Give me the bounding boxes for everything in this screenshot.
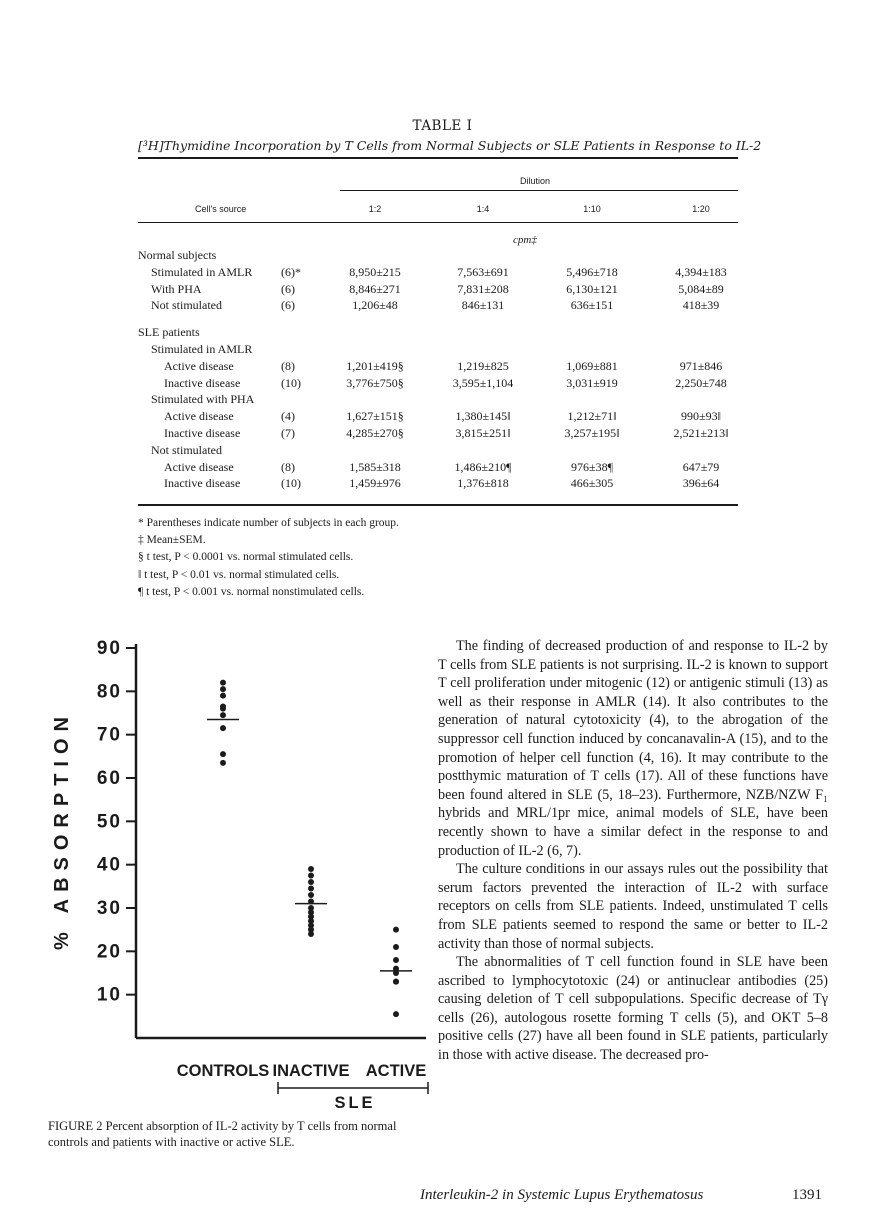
- y-tick-label: 40: [96, 854, 122, 876]
- table-row-label: SLE patients: [138, 325, 200, 340]
- data-point: [308, 886, 314, 892]
- table-cell: 4,285±270§: [346, 426, 404, 440]
- table-row-label: With PHA: [151, 281, 202, 296]
- y-tick-label: 10: [96, 984, 122, 1006]
- data-point: [220, 680, 226, 686]
- data-point: [393, 944, 399, 950]
- dilution-header: Dilution: [520, 176, 551, 186]
- data-point: [220, 760, 226, 766]
- table-row-label: Stimulated with PHA: [151, 392, 255, 407]
- table-row-label: Normal subjects: [138, 248, 217, 262]
- table-cell: 990±93‖: [681, 409, 721, 424]
- table-cell: 1,486±210¶: [454, 459, 512, 474]
- data-point: [220, 693, 226, 699]
- category-label: ACTIVE: [365, 1062, 427, 1080]
- table-footnote: * Parentheses indicate number of subjects in each group.: [138, 517, 399, 529]
- table-cell: 3,776±750§: [346, 375, 404, 390]
- absorption-chart: [40, 630, 440, 1110]
- category-label: CONTROLS: [176, 1062, 270, 1080]
- table-cell: 7,563±691: [457, 264, 509, 279]
- source-header: Cell's source: [195, 204, 247, 214]
- table-cell: 2,250±748: [675, 375, 727, 390]
- body-text: [438, 637, 828, 1065]
- dilution-header-cell: 1:4: [476, 204, 490, 214]
- data-point: [393, 957, 399, 963]
- data-point: [220, 712, 226, 718]
- dilution-header-cell: 1:20: [692, 204, 710, 214]
- y-axis-title: % ABSORPTION: [51, 710, 73, 950]
- data-point: [220, 725, 226, 731]
- table-footnote: ‡ Mean±SEM.: [138, 534, 206, 547]
- table-cell: 3,031±919: [566, 375, 618, 390]
- table-cell: 846±131: [461, 298, 505, 313]
- table-cell: 647±79: [682, 459, 720, 474]
- table-cell: 4,394±183: [675, 264, 727, 279]
- table-top-rule: [138, 157, 738, 159]
- table-cell: 1,380±145‖: [455, 409, 511, 424]
- data-point: [220, 751, 226, 757]
- table-cell: 1,069±881: [566, 358, 618, 373]
- data-point: [308, 866, 314, 872]
- table-cell: 1,219±825: [457, 358, 509, 373]
- data-point: [393, 979, 399, 985]
- table-cell: 6,130±121: [566, 281, 618, 296]
- data-point: [220, 686, 226, 692]
- table-row-count: (6)*: [281, 264, 301, 279]
- table-cell: 3,815±251‖: [455, 426, 511, 440]
- table-cell: 1,206±48: [352, 298, 398, 313]
- table-cell: 8,950±215: [349, 264, 401, 279]
- data-point: [393, 927, 399, 933]
- table-row-count: (8): [281, 459, 295, 474]
- paragraph-1: The finding of decreased production of and response to IL-2 by T cells from SLE patients is not surprising. IL-2 is known to support T cell proliferation under mitogenic (12) or antigenic stimuli (13) as well as their response in AMLR (14). It also contributes to the generation of natural cytotoxicity (4), to the abrogation of the suppressor cell function induced by concanavalin-A (15), and to the promotion of helper cell function (4, 16). It may contribute to the postthymic maturation of T cells (17). All of these functions have been found altered in SLE (5, 18–23). Furthermore, NZB/NZW F₁ hybrids and MRL/1pr mice, animal models of SLE, have been recently shown to have a similar defect in the response to and production of IL-2 (6, 7).: [438, 638, 828, 859]
- y-tick-label: 50: [96, 811, 122, 833]
- page-number: 1391: [792, 1187, 822, 1203]
- dilution-header-cell: 1:2: [368, 204, 382, 214]
- table-cell: 1,459±976: [349, 476, 401, 491]
- table-title: [³H]Thymidine Incorporation by T Cells from Normal Subjects or SLE Patients in Response to IL-2: [138, 138, 762, 153]
- unit-label: cpm‡: [513, 234, 537, 246]
- header-rule: [138, 222, 738, 223]
- table-row-label: Stimulated in AMLR: [151, 264, 253, 279]
- table-cell: 5,496±718: [566, 264, 618, 279]
- table-row-count: (6): [281, 281, 295, 296]
- table-bottom-rule: [138, 504, 738, 506]
- table-row-label: Inactive disease: [164, 476, 241, 491]
- table-row-label: Inactive disease: [164, 426, 241, 440]
- data-point: [308, 931, 314, 937]
- table-row-count: (10): [281, 375, 301, 390]
- table-cell: 1,627±151§: [346, 409, 404, 424]
- table-label: TABLE I: [412, 118, 473, 134]
- dilution-rule: [340, 190, 738, 191]
- data-point: [220, 706, 226, 712]
- y-tick-label: 90: [96, 638, 122, 659]
- table-cell: 396±64: [682, 476, 720, 491]
- table-cell: 1,212±71‖: [567, 409, 617, 424]
- table-row-label: Inactive disease: [164, 375, 241, 390]
- y-tick-label: 80: [96, 681, 122, 703]
- table-cell: 636±151: [570, 298, 614, 313]
- table-cell: 1,585±318: [349, 459, 401, 474]
- table-row-label: Stimulated in AMLR: [151, 342, 253, 356]
- table-cell: 1,201±419§: [346, 358, 404, 373]
- figure-caption: FIGURE 2 Percent absorption of IL-2 activity by T cells from normal controls and patients with inactive or active SLE.: [48, 1119, 397, 1149]
- table-row-count: (8): [281, 358, 295, 373]
- group-label: SLE: [334, 1094, 376, 1110]
- table-footnote: ‖ t test, P < 0.01 vs. normal stimulated cells.: [138, 568, 340, 581]
- paragraph-3: The abnormalities of T cell function found in SLE have been ascribed to lymphocytotoxic (24) or antinuclear antibodies (25) causing deletion of T cell subpopulations. Specific decrease of Tγ cells (26), autologous rosette forming T cells (5), and OKT 5–8 positive cells (27) have all been found in SLE patients, particularly in those with active disease. The decreased pro-: [438, 954, 828, 1064]
- table-row-label: Not stimulated: [151, 298, 222, 313]
- table-row-count: (10): [281, 476, 301, 491]
- y-tick-label: 30: [96, 898, 122, 919]
- category-label: INACTIVE: [272, 1062, 350, 1080]
- table-cell: 3,257±195‖: [564, 426, 620, 440]
- table-cell: 466±305: [570, 476, 614, 491]
- table-cell: 2,521±213‖: [673, 426, 729, 440]
- table-cell: 7,831±208: [457, 281, 509, 296]
- y-tick-label: 60: [96, 768, 122, 789]
- table-row-count: (6): [281, 298, 295, 313]
- running-title: Interleukin-2 in Systemic Lupus Erythematosus: [420, 1187, 704, 1203]
- table-cell: 5,084±89: [678, 281, 724, 296]
- data-point: [308, 892, 314, 898]
- data-point: [393, 1011, 399, 1017]
- data-point: [308, 873, 314, 879]
- table-cell: 971±846: [679, 358, 723, 373]
- y-tick-label: 20: [96, 941, 122, 963]
- paragraph-2: The culture conditions in our assays rules out the possibility that serum factors prevented the interaction of IL-2 with surface receptors on cells from SLE patients. Indeed, unstimulated T cells from SLE patients seemed to respond the same or better to IL-2 activity than those of normal subjects.: [438, 861, 828, 952]
- table-row-label: Active disease: [164, 459, 234, 474]
- table-row-count: (4): [281, 409, 295, 424]
- table-row-label: Active disease: [164, 409, 234, 424]
- table-cell: 418±39: [682, 298, 720, 313]
- table-cell: 1,376±818: [457, 476, 509, 491]
- dilution-header-cell: 1:10: [583, 204, 601, 214]
- table-cell: 976±38¶: [570, 459, 614, 474]
- table-footnote: § t test, P < 0.0001 vs. normal stimulated cells.: [138, 551, 354, 564]
- table-cell: 3,595±1,104: [452, 375, 514, 390]
- table-row-label: Active disease: [164, 358, 234, 373]
- table-footnote: ¶ t test, P < 0.001 vs. normal nonstimulated cells.: [138, 585, 365, 598]
- table-row-count: (7): [281, 426, 295, 440]
- table-cell: 8,846±271: [349, 281, 401, 296]
- table-row-label: Not stimulated: [151, 442, 222, 457]
- data-point: [308, 879, 314, 885]
- y-tick-label: 70: [96, 724, 122, 746]
